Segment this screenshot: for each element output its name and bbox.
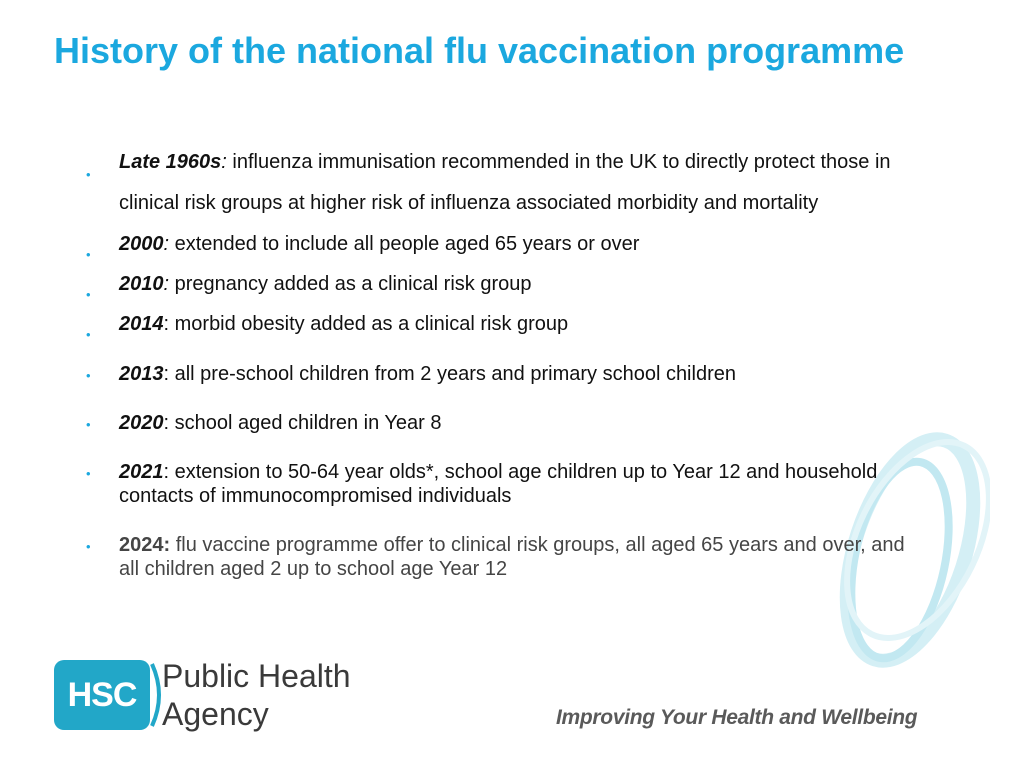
separator: : [163, 313, 170, 335]
separator: : [163, 363, 170, 385]
year-label: 2021 [119, 461, 164, 483]
list-item [84, 460, 924, 508]
separator: : [163, 412, 170, 434]
bullet-icon: • [86, 247, 91, 262]
item-text: pregnancy added as a clinical risk group [169, 273, 532, 295]
item-text: morbid obesity added as a clinical risk group [169, 313, 569, 335]
year-label: 2010 [119, 273, 164, 295]
list-item [84, 142, 924, 224]
year-label: 2000 [119, 233, 164, 255]
list-item [84, 362, 924, 386]
item-text: school aged children in Year 8 [169, 412, 442, 434]
org-line-1: Public Health [162, 658, 351, 694]
logo-text: HSC [67, 675, 137, 714]
list-item [84, 533, 924, 581]
separator: : [163, 461, 170, 483]
year-label: 2014 [119, 313, 164, 335]
item-text: flu vaccine programme offer to clinical risk groups, all aged 65 years and over, and all children aged 2 up to school age Year 12 [119, 534, 905, 580]
list-item [84, 224, 924, 264]
hsc-logo [54, 660, 150, 730]
tagline: Improving Your Health and Wellbeing [556, 706, 918, 729]
list-item [84, 264, 924, 304]
bullet-icon: • [86, 466, 91, 481]
bullet-icon: • [86, 327, 91, 342]
bullet-icon: • [86, 417, 91, 432]
bullet-icon: • [86, 539, 91, 554]
page-title: History of the national flu vaccination programme [54, 30, 905, 71]
list-item [84, 304, 924, 344]
bullet-icon: • [86, 167, 91, 182]
year-label: 2013 [119, 363, 164, 385]
year-label: 2024: [119, 534, 171, 556]
separator: : [221, 151, 227, 173]
separator: : [163, 233, 170, 255]
organisation-name [162, 657, 351, 733]
item-text: influenza immunisation recommended in the UK to directly protect those in clinical risk groups at higher risk of influenza associated morbidity and mortality [119, 151, 891, 214]
bullet-icon: • [86, 287, 91, 302]
year-label: 2020 [119, 412, 164, 434]
separator: : [163, 273, 170, 295]
year-label: Late 1960s [119, 151, 222, 173]
org-line-2: Agency [162, 696, 269, 732]
bullet-icon: • [86, 368, 91, 383]
history-list [84, 142, 924, 581]
list-item [84, 411, 924, 435]
item-text: extension to 50-64 year olds*, school age children up to Year 12 and household contacts of immunocompromised individuals [119, 461, 878, 507]
item-text: extended to include all people aged 65 years or over [169, 233, 640, 255]
item-text: all pre-school children from 2 years and primary school children [169, 363, 736, 385]
